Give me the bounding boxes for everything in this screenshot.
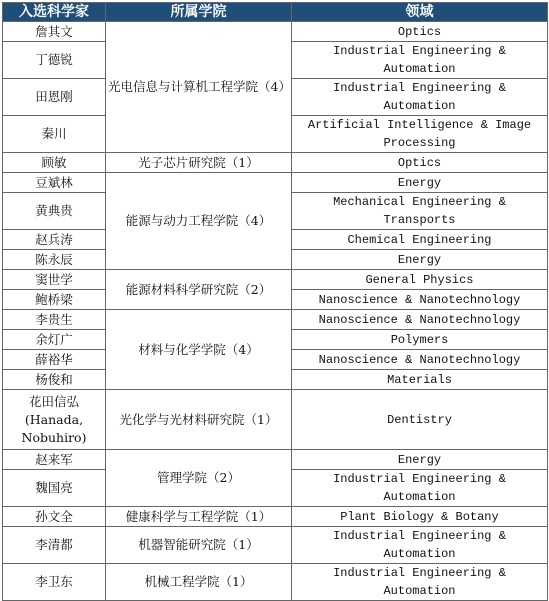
field-cell: Artificial Intelligence & Image Processing bbox=[292, 116, 548, 153]
table-row bbox=[3, 153, 548, 173]
college-cell: 材料与化学学院（4） bbox=[106, 310, 292, 390]
field-cell: Industrial Engineering & Automation bbox=[292, 564, 548, 601]
field-cell: Optics bbox=[292, 22, 548, 42]
field-cell: Polymers bbox=[292, 330, 548, 350]
field-cell: Optics bbox=[292, 153, 548, 173]
field-cell: Mechanical Engineering & Transports bbox=[292, 193, 548, 230]
header-scientist: 入选科学家 bbox=[3, 3, 106, 22]
scientist-name: 陈永辰 bbox=[3, 250, 106, 270]
header-field: 领域 bbox=[292, 3, 548, 22]
field-cell: Nanoscience & Nanotechnology bbox=[292, 310, 548, 330]
scientist-name: 赵来军 bbox=[3, 450, 106, 470]
scientist-name: 秦川 bbox=[3, 116, 106, 153]
scientist-name: 豆斌林 bbox=[3, 173, 106, 193]
scientist-name: 魏国亮 bbox=[3, 470, 106, 507]
table-row bbox=[3, 310, 548, 330]
field-cell: Chemical Engineering bbox=[292, 230, 548, 250]
scientist-name: 李贵生 bbox=[3, 310, 106, 330]
college-cell: 机械工程学院（1） bbox=[106, 564, 292, 601]
field-cell: Materials bbox=[292, 370, 548, 390]
table-row bbox=[3, 450, 548, 470]
scientist-name: 黄典贵 bbox=[3, 193, 106, 230]
field-cell: Industrial Engineering & Automation bbox=[292, 79, 548, 116]
scientist-name: 赵兵涛 bbox=[3, 230, 106, 250]
college-cell: 机器智能研究院（1） bbox=[106, 527, 292, 564]
field-cell: General Physics bbox=[292, 270, 548, 290]
scientist-name: 孙文全 bbox=[3, 507, 106, 527]
field-cell: Industrial Engineering & Automation bbox=[292, 527, 548, 564]
scientist-name: 花田信弘 (Hanada, Nobuhiro) bbox=[3, 390, 106, 450]
field-cell: Industrial Engineering & Automation bbox=[292, 42, 548, 79]
field-cell: Plant Biology & Botany bbox=[292, 507, 548, 527]
college-cell: 光电信息与计算机工程学院（4） bbox=[106, 22, 292, 153]
college-cell: 光子芯片研究院（1） bbox=[106, 153, 292, 173]
field-cell: Energy bbox=[292, 173, 548, 193]
field-cell: Nanoscience & Nanotechnology bbox=[292, 350, 548, 370]
table-row bbox=[3, 270, 548, 290]
field-cell: Dentistry bbox=[292, 390, 548, 450]
field-cell: Energy bbox=[292, 250, 548, 270]
header-college: 所属学院 bbox=[106, 3, 292, 22]
field-cell: Energy bbox=[292, 450, 548, 470]
scientist-name: 李清都 bbox=[3, 527, 106, 564]
scientist-name: 余灯广 bbox=[3, 330, 106, 350]
table-row bbox=[3, 564, 548, 601]
table-row bbox=[3, 527, 548, 564]
field-cell: Nanoscience & Nanotechnology bbox=[292, 290, 548, 310]
table-row bbox=[3, 173, 548, 193]
field-cell: Industrial Engineering & Automation bbox=[292, 470, 548, 507]
table-row bbox=[3, 390, 548, 450]
header-row bbox=[3, 3, 548, 22]
scientist-name: 鲍桥梁 bbox=[3, 290, 106, 310]
college-cell: 能源材料科学研究院（2） bbox=[106, 270, 292, 310]
scientists-table bbox=[2, 2, 548, 601]
scientist-name: 薛裕华 bbox=[3, 350, 106, 370]
scientist-name: 窦世学 bbox=[3, 270, 106, 290]
scientist-name: 李卫东 bbox=[3, 564, 106, 601]
scientist-name: 顾敏 bbox=[3, 153, 106, 173]
college-cell: 管理学院（2） bbox=[106, 450, 292, 507]
scientist-name: 詹其文 bbox=[3, 22, 106, 42]
college-cell: 光化学与光材料研究院（1） bbox=[106, 390, 292, 450]
scientist-name: 杨俊和 bbox=[3, 370, 106, 390]
table-body bbox=[3, 3, 548, 601]
table-row bbox=[3, 22, 548, 42]
scientist-name: 丁德锐 bbox=[3, 42, 106, 79]
college-cell: 能源与动力工程学院（4） bbox=[106, 173, 292, 270]
scientist-name: 田恩刚 bbox=[3, 79, 106, 116]
college-cell: 健康科学与工程学院（1） bbox=[106, 507, 292, 527]
